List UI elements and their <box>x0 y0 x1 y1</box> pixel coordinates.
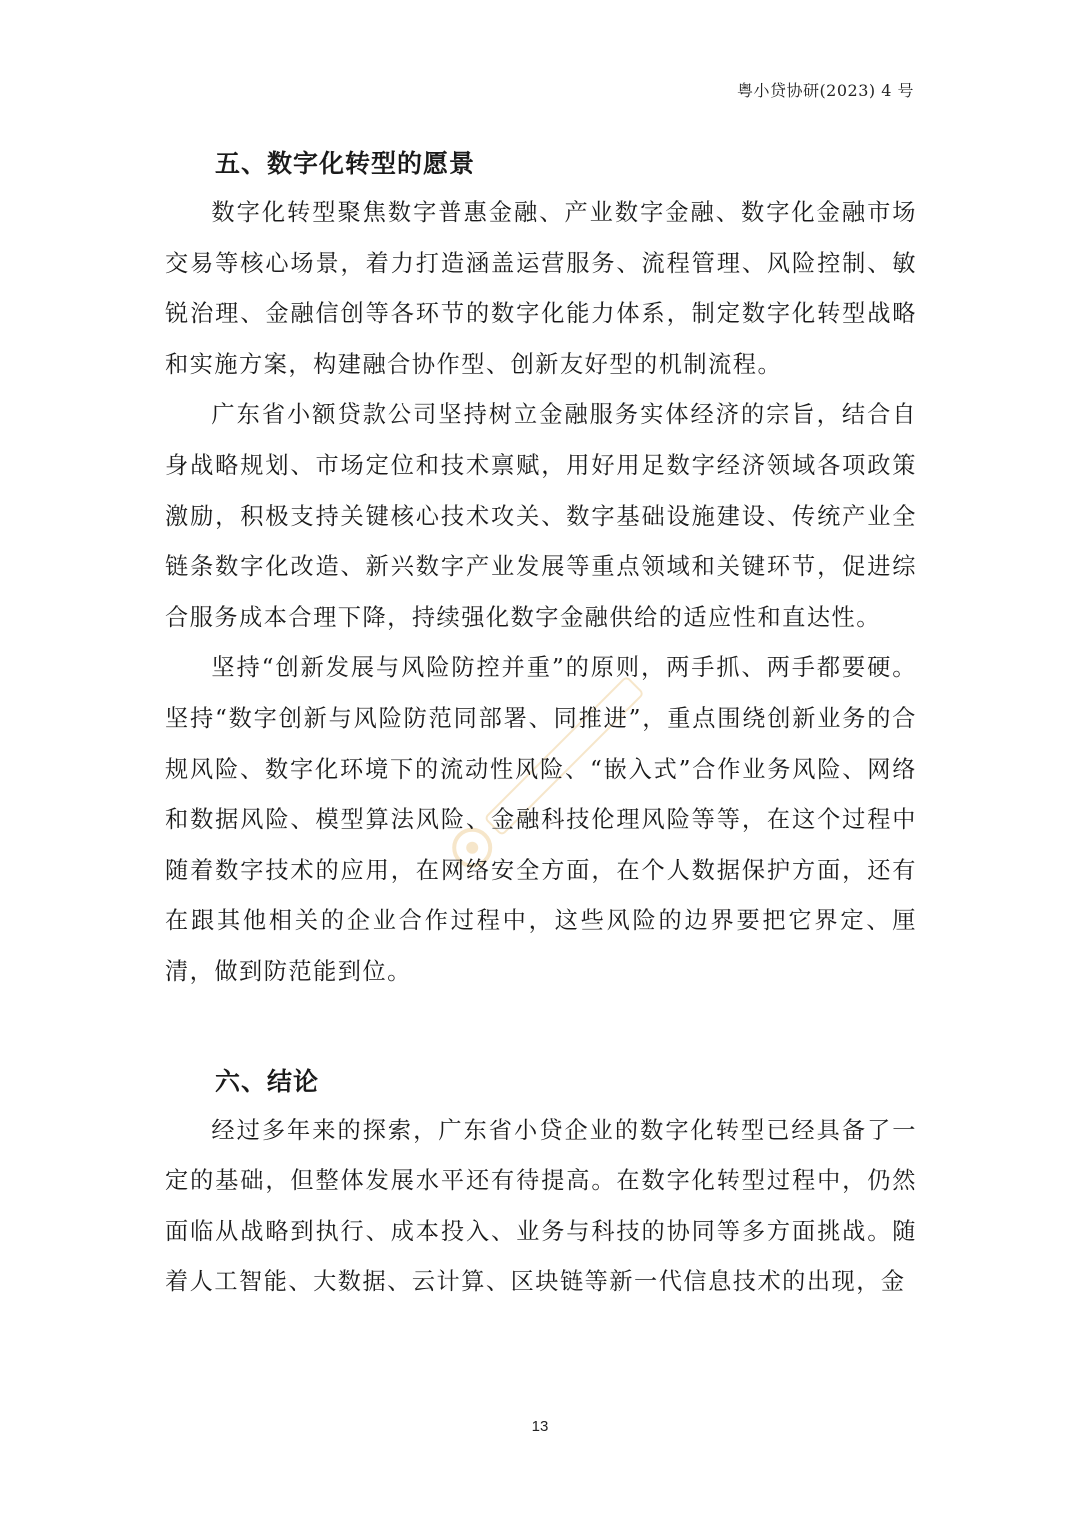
paragraph: 广东省小额贷款公司坚持树立金融服务实体经济的宗旨，结合自身战略规划、市场定位和技术禀赋，用好用足数字经济领域各项政策激励，积极支持关键核心技术攻关、数字基础设施建设、传统产业全链条数字化改造、新兴数字产业发展等重点领域和关键环节，促进综合服务成本合理下降，持续强化数字金融供给的适应性和直达性。 <box>165 401 917 631</box>
page-number: 13 <box>531 1418 549 1435</box>
section-heading-conclusion: 六、结论 <box>215 1066 320 1096</box>
document-body <box>165 140 917 1308</box>
section-heading-vision: 五、数字化转型的愿景 <box>215 149 476 178</box>
paragraph: 坚持“创新发展与风险防控并重”的原则，两手抓、两手都要硬。坚持“数字创新与风险防范同部署、同推进”，重点围绕创新业务的合规风险、数字化环境下的流动性风险、“嵌入式”合作业务风险、网络和数据风险、模型算法风险、金融科技伦理风险等等，在这个过程中随着数字技术的应用，在网络安全方面，在个人数据保护方面，还有在跟其他相关的企业合作过程中，这些风险的边界要把它界定、厘清，做到防范能到位。 <box>165 654 917 985</box>
paragraph: 数字化转型聚焦数字普惠金融、产业数字金融、数字化金融市场交易等核心场景，着力打造涵盖运营服务、流程管理、风险控制、敏锐治理、金融信创等各环节的数字化能力体系，制定数字化转型战略和实施方案，构建融合协作型、创新友好型的机制流程。 <box>165 199 917 378</box>
section-spacer <box>165 998 917 1058</box>
document-reference-number: 粤小贷协研(2023) 4 号 <box>736 81 914 100</box>
paragraph: 经过多年来的探索，广东省小贷企业的数字化转型已经具备了一定的基础，但整体发展水平还有待提高。在数字化转型过程中，仍然面临从战略到执行、成本投入、业务与科技的协同等多方面挑战。随着人工智能、大数据、云计算、区块链等新一代信息技术的出现，金 <box>165 1116 917 1296</box>
